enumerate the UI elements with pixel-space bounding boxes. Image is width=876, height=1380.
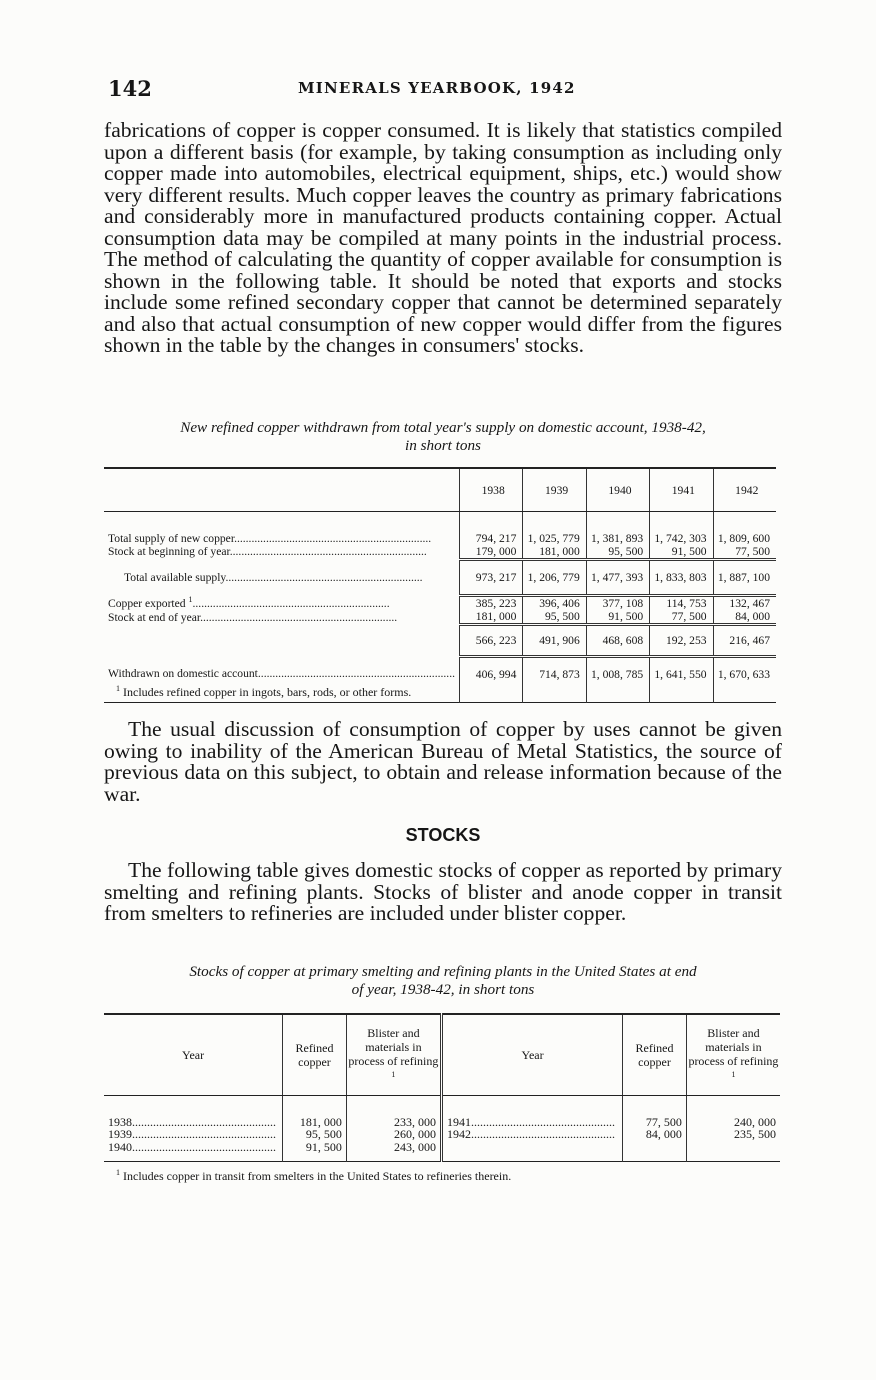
year-header: 1942 <box>713 468 776 512</box>
cell: 77, 500 <box>713 545 776 560</box>
cell: 1, 742, 303 <box>650 532 713 545</box>
table-row <box>104 610 776 625</box>
table-row <box>104 545 776 560</box>
cell: 216, 467 <box>713 624 776 656</box>
cell: 377, 108 <box>586 595 649 610</box>
running-title: MINERALS YEARBOOK, 1942 <box>298 79 576 97</box>
cell: 243, 000 <box>346 1141 441 1162</box>
table2-caption <box>100 963 786 999</box>
empty-cell <box>623 1141 687 1162</box>
empty-cell <box>441 1141 622 1162</box>
refined-header: Refined copper <box>283 1014 347 1096</box>
cell: 179, 000 <box>459 545 522 560</box>
table1-caption-line2: in short tons <box>405 437 481 454</box>
cell: 1, 641, 550 <box>650 656 713 690</box>
year-cell: 1940 ..... <box>104 1141 283 1162</box>
year-cell: 1938 ..... <box>104 1116 283 1129</box>
cell: 1, 809, 600 <box>713 532 776 545</box>
table1-stub-header <box>104 468 459 512</box>
cell: 233, 000 <box>346 1116 441 1129</box>
row-label: Stock at end of year ..... <box>104 610 459 625</box>
withdrawn-copper-table <box>104 467 776 703</box>
paragraph-stocks: The following table gives domestic stocks of copper as reported by primary smelting and refining plants. Stocks of blister and anode copper in transit from smelters to refineries are included under blister copper. <box>104 858 782 925</box>
year-cell: 1942 ..... <box>441 1128 622 1141</box>
page-number: 142 <box>108 76 152 101</box>
running-head <box>108 74 778 104</box>
table-row <box>104 559 776 595</box>
paragraph-uses: The usual discussion of consumption of copper by uses cannot be given owing to inability of the American Bureau of Metal Statistics, the source of previous data on this subject, to obtain and release information because of the war. <box>104 717 782 806</box>
cell: 91, 500 <box>586 610 649 625</box>
table1-footnote: $^1$ Includes refined copper in ingots, bars, rods, or other forms. <box>116 684 412 699</box>
row-label: Total supply of new copper ..... <box>104 532 459 545</box>
blister-header: Blister and materials in process of refining $^1$ <box>346 1014 441 1096</box>
cell: 1, 025, 779 <box>523 532 586 545</box>
table-row <box>104 1141 780 1162</box>
cell: 794, 217 <box>459 532 522 545</box>
cell: 95, 500 <box>586 545 649 560</box>
cell: 1, 008, 785 <box>586 656 649 690</box>
cell: 1, 477, 393 <box>586 559 649 595</box>
cell: 1, 887, 100 <box>713 559 776 595</box>
blister-header: Blister and materials in process of refining $^1$ <box>686 1014 780 1096</box>
row-label: Withdrawn on domestic account ..... <box>104 656 459 690</box>
cell: 260, 000 <box>346 1128 441 1141</box>
cell: 84, 000 <box>713 610 776 625</box>
cell: 1, 670, 633 <box>713 656 776 690</box>
empty-cell <box>686 1141 780 1162</box>
cell: 77, 500 <box>650 610 713 625</box>
cell: 396, 406 <box>523 595 586 610</box>
cell: 132, 467 <box>713 595 776 610</box>
cell: 468, 608 <box>586 624 649 656</box>
cell: 1, 381, 893 <box>586 532 649 545</box>
cell: 240, 000 <box>686 1116 780 1129</box>
table-row <box>104 595 776 610</box>
cell: 91, 500 <box>650 545 713 560</box>
cell: 406, 994 <box>459 656 522 690</box>
table1-caption <box>100 419 786 455</box>
table2-footnote: $^1$ Includes copper in transit from smelters in the United States to refineries therein. <box>116 1168 512 1183</box>
cell: 95, 500 <box>523 610 586 625</box>
cell: 84, 000 <box>623 1128 687 1141</box>
year-cell: 1939 ..... <box>104 1128 283 1141</box>
cell: 77, 500 <box>623 1116 687 1129</box>
table2-caption-line2: of year, 1938-42, in short tons <box>351 981 535 998</box>
cell: 91, 500 <box>283 1141 347 1162</box>
cell: 192, 253 <box>650 624 713 656</box>
paragraph-consumption: fabrications of copper is copper consumed. It is likely that statistics compiled upon a different basis (for example, by taking consumption as including only copper made into automobiles, electrical equipment, ships, etc.) would show very different results. Much copper leaves the country as primary fabrications and considerably more in manufactured products containing copper. Actual consumption data may be compiled at many points in the industrial process. The method of calculating the quantity of copper available for consumption is shown in the following table. It should be noted that exports and stocks include some refined secondary copper that cannot be determined separately and also that actual consumption of new copper would differ from the figures shown in the table by the changes in consumers' stocks. <box>104 118 782 357</box>
row-label <box>104 624 459 656</box>
row-label: Copper exported $^1$ ..... <box>104 595 459 610</box>
table-row <box>104 624 776 656</box>
cell: 235, 500 <box>686 1128 780 1141</box>
cell: 714, 873 <box>523 656 586 690</box>
table-row <box>104 1128 780 1141</box>
cell: 1, 206, 779 <box>523 559 586 595</box>
refined-header: Refined copper <box>623 1014 687 1096</box>
cell: 114, 753 <box>650 595 713 610</box>
table1-caption-line1: New refined copper withdrawn from total year's supply on domestic account, 1938-42, <box>180 419 706 436</box>
year-header: 1939 <box>523 468 586 512</box>
year-header: Year <box>104 1014 283 1096</box>
cell: 181, 000 <box>283 1116 347 1129</box>
stocks-table <box>104 1013 780 1162</box>
cell: 973, 217 <box>459 559 522 595</box>
year-header: Year <box>441 1014 622 1096</box>
year-header: 1938 <box>459 468 522 512</box>
cell: 1, 833, 803 <box>650 559 713 595</box>
cell: 95, 500 <box>283 1128 347 1141</box>
year-header: 1940 <box>586 468 649 512</box>
year-cell: 1941 ..... <box>441 1116 622 1129</box>
cell: 491, 906 <box>523 624 586 656</box>
cell: 385, 223 <box>459 595 522 610</box>
row-label: Total available supply ..... <box>104 559 459 595</box>
year-header: 1941 <box>650 468 713 512</box>
table-row <box>104 532 776 545</box>
section-heading: STOCKS <box>405 825 481 845</box>
row-label: Stock at beginning of year ..... <box>104 545 459 560</box>
cell: 181, 000 <box>523 545 586 560</box>
table2-caption-line1: Stocks of copper at primary smelting and refining plants in the United States at end <box>189 963 697 980</box>
cell: 181, 000 <box>459 610 522 625</box>
cell: 566, 223 <box>459 624 522 656</box>
